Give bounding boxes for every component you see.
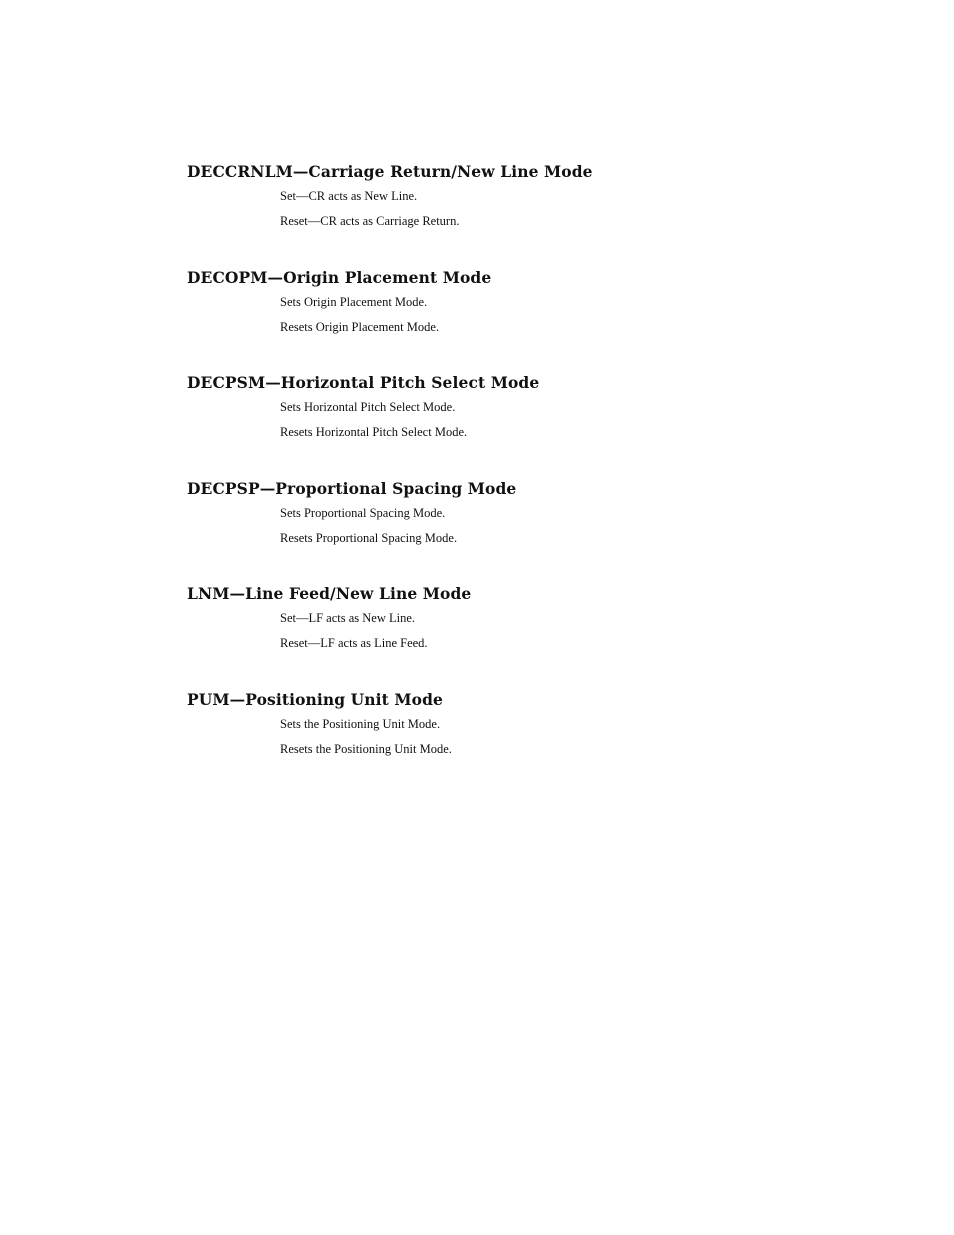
mode-reset-description: Resets the Positioning Unit Mode. bbox=[280, 742, 452, 756]
mode-title: DECOPM—Origin Placement Mode bbox=[187, 268, 492, 287]
mode-reset-description: Resets Horizontal Pitch Select Mode. bbox=[280, 425, 468, 439]
mode-title: LNM—Line Feed/New Line Mode bbox=[187, 584, 472, 603]
mode-set-description: Sets Origin Placement Mode. bbox=[280, 295, 428, 309]
mode-entry-decpsm bbox=[187, 373, 887, 440]
mode-entry-decopm bbox=[187, 268, 887, 335]
mode-title: DECCRNLM—Carriage Return/New Line Mode bbox=[187, 162, 593, 181]
mode-reset-description: Resets Proportional Spacing Mode. bbox=[280, 531, 458, 545]
mode-set-description: Sets the Positioning Unit Mode. bbox=[280, 717, 441, 731]
mode-reset-description: Reset—CR acts as Carriage Return. bbox=[280, 214, 460, 228]
mode-set-description: Sets Horizontal Pitch Select Mode. bbox=[280, 400, 456, 414]
mode-set-description: Sets Proportional Spacing Mode. bbox=[280, 506, 446, 520]
mode-title: PUM—Positioning Unit Mode bbox=[187, 690, 443, 709]
mode-entry-pum bbox=[187, 690, 887, 757]
mode-title: DECPSP—Proportional Spacing Mode bbox=[187, 479, 517, 498]
mode-title: DECPSM—Horizontal Pitch Select Mode bbox=[187, 373, 540, 392]
mode-reset-description: Resets Origin Placement Mode. bbox=[280, 320, 439, 334]
mode-entry-deccrnlm bbox=[187, 162, 887, 229]
mode-set-description: Set—CR acts as New Line. bbox=[280, 189, 418, 203]
mode-reset-description: Reset—LF acts as Line Feed. bbox=[280, 636, 428, 650]
mode-set-description: Set—LF acts as New Line. bbox=[280, 611, 416, 625]
mode-entry-lnm bbox=[187, 584, 887, 651]
mode-entry-decpsp bbox=[187, 479, 887, 546]
